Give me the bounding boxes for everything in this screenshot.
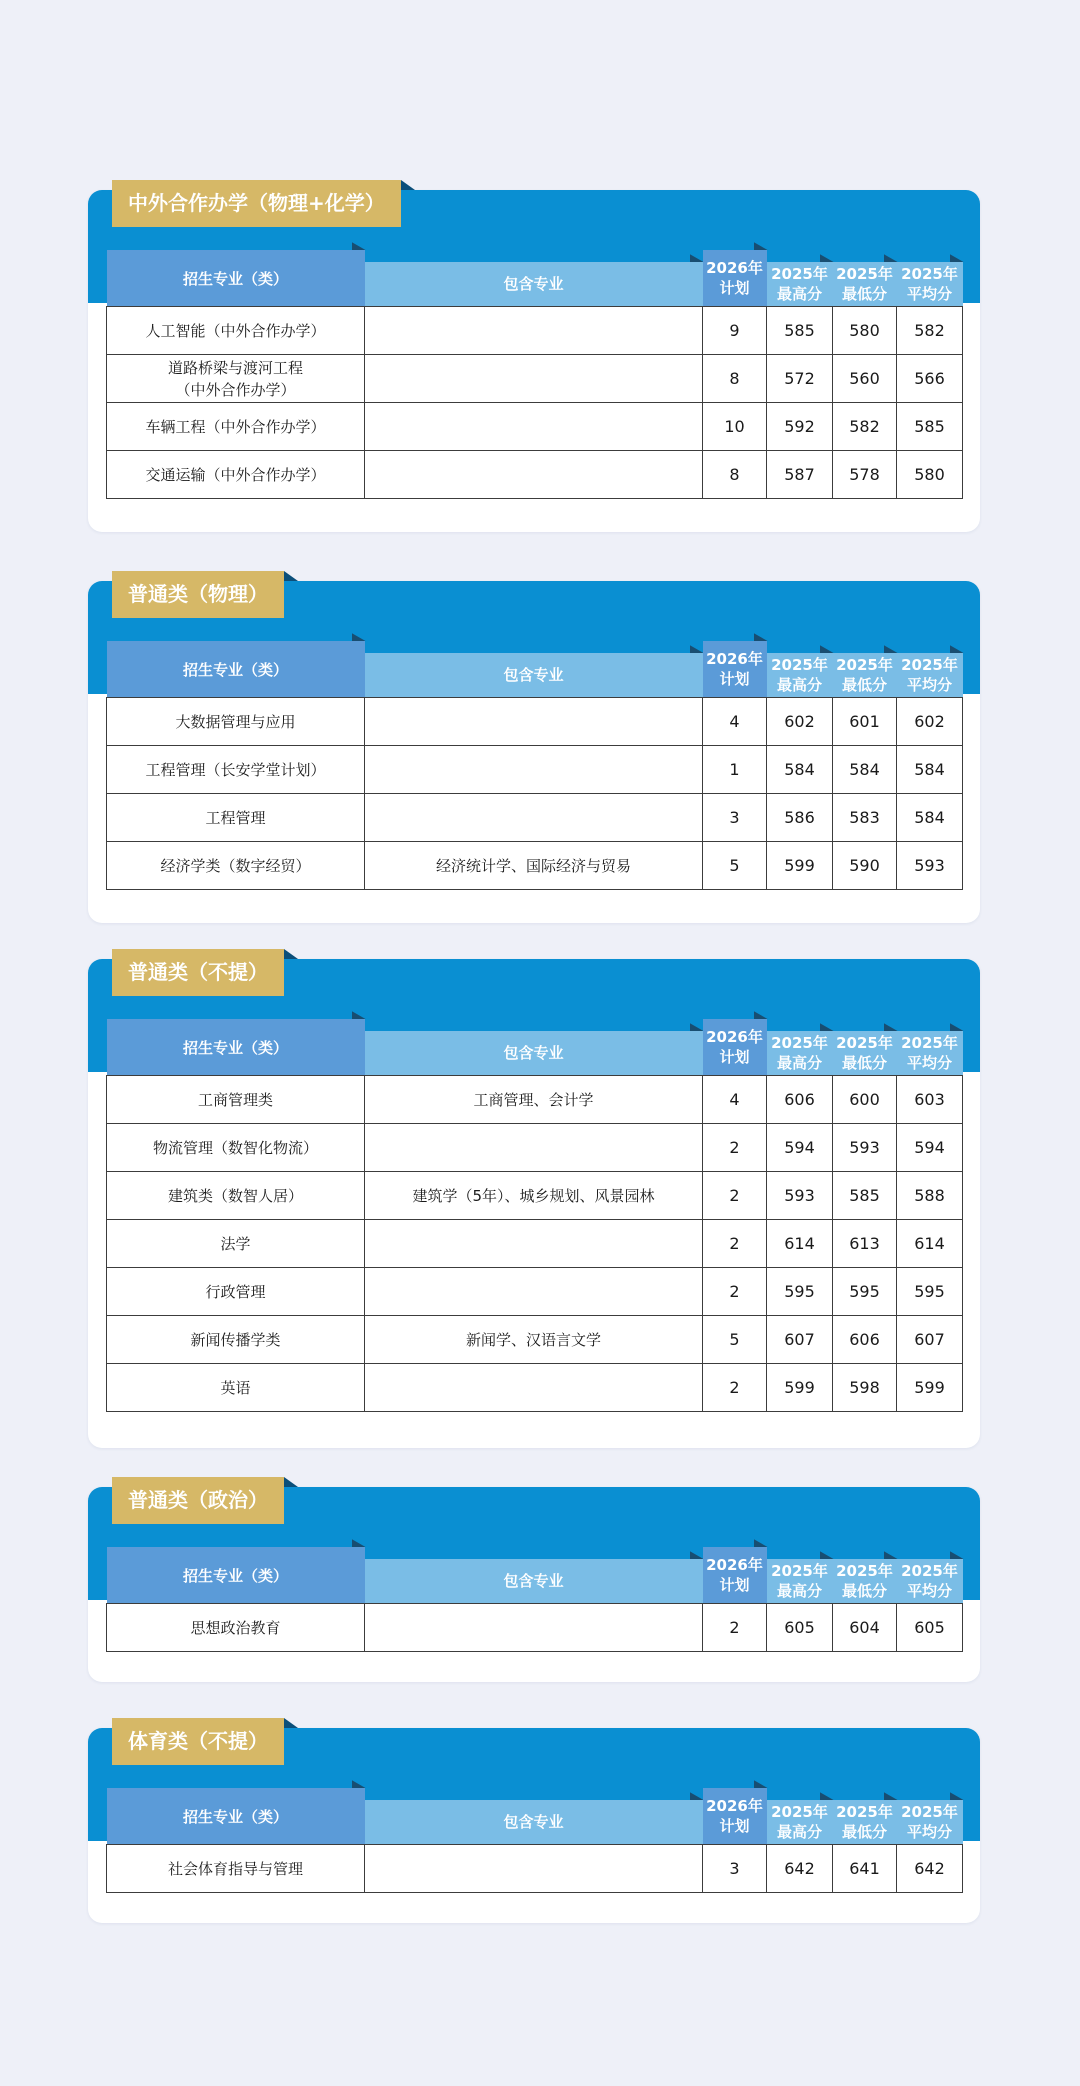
score-section	[88, 581, 980, 923]
max-score-cell: 605	[767, 1604, 833, 1652]
header-avg-kind: 平均分	[906, 1054, 952, 1072]
table-header-row	[107, 250, 963, 307]
major-cell: 大数据管理与应用	[107, 698, 365, 746]
header-avg-year: 2025年	[901, 1803, 958, 1821]
min-score-cell: 582	[833, 403, 897, 451]
header-major	[107, 641, 365, 698]
plan-cell: 2	[703, 1268, 767, 1316]
major-cell: 交通运输（中外合作办学）	[107, 451, 365, 499]
table-row	[107, 746, 963, 794]
avg-score-cell: 593	[897, 842, 963, 890]
header-included	[365, 250, 703, 307]
header-included-label: 包含专业	[365, 1800, 703, 1844]
major-cell: 英语	[107, 1364, 365, 1412]
min-score-cell: 580	[833, 307, 897, 355]
section-title: 普通类（政治）	[112, 1477, 284, 1524]
min-score-cell: 560	[833, 355, 897, 403]
score-table	[106, 250, 963, 499]
header-avg	[897, 1547, 963, 1604]
header-avg-year: 2025年	[901, 1034, 958, 1052]
avg-score-cell: 580	[897, 451, 963, 499]
avg-score-cell: 607	[897, 1316, 963, 1364]
plan-cell: 2	[703, 1604, 767, 1652]
plan-cell: 5	[703, 842, 767, 890]
included-cell: 新闻学、汉语言文学	[365, 1316, 703, 1364]
avg-score-cell: 584	[897, 746, 963, 794]
header-min-label	[833, 262, 897, 306]
header-included	[365, 1547, 703, 1604]
table-row	[107, 842, 963, 890]
header-plan	[703, 1788, 767, 1845]
header-major-label: 招生专业（类）	[107, 1019, 365, 1075]
header-max-label	[767, 1031, 833, 1075]
included-cell	[365, 403, 703, 451]
header-min-year: 2025年	[836, 656, 893, 674]
header-major	[107, 1547, 365, 1604]
max-score-cell: 572	[767, 355, 833, 403]
header-max-year: 2025年	[771, 656, 828, 674]
min-score-cell: 606	[833, 1316, 897, 1364]
header-avg	[897, 1019, 963, 1076]
major-cell: 物流管理（数智化物流）	[107, 1124, 365, 1172]
max-score-cell: 595	[767, 1268, 833, 1316]
max-score-cell: 585	[767, 307, 833, 355]
max-score-cell: 642	[767, 1845, 833, 1893]
header-min-kind: 最低分	[841, 285, 887, 303]
min-score-cell: 590	[833, 842, 897, 890]
included-cell: 经济统计学、国际经济与贸易	[365, 842, 703, 890]
min-score-cell: 601	[833, 698, 897, 746]
min-score-cell: 593	[833, 1124, 897, 1172]
table-row	[107, 451, 963, 499]
header-plan-label	[703, 1019, 767, 1075]
avg-score-cell: 602	[897, 698, 963, 746]
plan-cell: 2	[703, 1172, 767, 1220]
min-score-cell: 598	[833, 1364, 897, 1412]
plan-cell: 3	[703, 794, 767, 842]
included-cell	[365, 1364, 703, 1412]
min-score-cell: 578	[833, 451, 897, 499]
header-avg-year: 2025年	[901, 656, 958, 674]
major-cell: 经济学类（数字经贸）	[107, 842, 365, 890]
header-min-year: 2025年	[836, 265, 893, 283]
plan-cell: 5	[703, 1316, 767, 1364]
header-plan	[703, 1547, 767, 1604]
header-major	[107, 1019, 365, 1076]
plan-cell: 4	[703, 1076, 767, 1124]
header-avg-year: 2025年	[901, 265, 958, 283]
included-cell	[365, 698, 703, 746]
table-row	[107, 1604, 963, 1652]
min-score-cell: 600	[833, 1076, 897, 1124]
table-row	[107, 307, 963, 355]
included-cell	[365, 794, 703, 842]
plan-cell: 2	[703, 1124, 767, 1172]
header-avg	[897, 1788, 963, 1845]
section-title: 普通类（物理）	[112, 571, 284, 618]
header-max-kind: 最高分	[776, 1582, 822, 1600]
score-table	[106, 1788, 963, 1893]
included-cell	[365, 307, 703, 355]
table-row	[107, 698, 963, 746]
min-score-cell: 585	[833, 1172, 897, 1220]
header-major-label: 招生专业（类）	[107, 1547, 365, 1603]
plan-cell: 8	[703, 355, 767, 403]
major-cell: 人工智能（中外合作办学）	[107, 307, 365, 355]
major-cell: 新闻传播学类	[107, 1316, 365, 1364]
header-min-kind: 最低分	[841, 676, 887, 694]
major-cell: 工程管理	[107, 794, 365, 842]
score-section	[88, 959, 980, 1448]
header-max-label	[767, 653, 833, 697]
major-cell: 工商管理类	[107, 1076, 365, 1124]
header-max	[767, 1788, 833, 1845]
header-included	[365, 1788, 703, 1845]
header-plan	[703, 1019, 767, 1076]
header-min-label	[833, 1559, 897, 1603]
avg-score-cell: 585	[897, 403, 963, 451]
included-cell	[365, 1220, 703, 1268]
min-score-cell: 604	[833, 1604, 897, 1652]
min-score-cell: 595	[833, 1268, 897, 1316]
header-plan-kind: 计划	[719, 1048, 750, 1066]
header-max-label	[767, 262, 833, 306]
included-cell	[365, 746, 703, 794]
table-row	[107, 403, 963, 451]
table-header-row	[107, 641, 963, 698]
header-max	[767, 1019, 833, 1076]
plan-cell: 4	[703, 698, 767, 746]
max-score-cell: 592	[767, 403, 833, 451]
header-avg-label	[897, 1559, 963, 1603]
min-score-cell: 584	[833, 746, 897, 794]
max-score-cell: 614	[767, 1220, 833, 1268]
included-cell	[365, 1845, 703, 1893]
header-major	[107, 250, 365, 307]
table-header-row	[107, 1019, 963, 1076]
section-title: 普通类（不提）	[112, 949, 284, 996]
major-cell: 思想政治教育	[107, 1604, 365, 1652]
avg-score-cell: 588	[897, 1172, 963, 1220]
header-min-kind: 最低分	[841, 1054, 887, 1072]
major-cell: 工程管理（长安学堂计划）	[107, 746, 365, 794]
plan-cell: 10	[703, 403, 767, 451]
table-row	[107, 1316, 963, 1364]
score-table	[106, 1019, 963, 1412]
plan-cell: 9	[703, 307, 767, 355]
avg-score-cell: 599	[897, 1364, 963, 1412]
major-cell: 社会体育指导与管理	[107, 1845, 365, 1893]
major-cell: 车辆工程（中外合作办学）	[107, 403, 365, 451]
header-included	[365, 1019, 703, 1076]
avg-score-cell: 594	[897, 1124, 963, 1172]
header-plan-year: 2026年	[706, 1797, 763, 1815]
header-included-label: 包含专业	[365, 1031, 703, 1075]
avg-score-cell: 584	[897, 794, 963, 842]
header-max-kind: 最高分	[776, 285, 822, 303]
min-score-cell: 641	[833, 1845, 897, 1893]
header-max-kind: 最高分	[776, 1054, 822, 1072]
header-avg-label	[897, 1800, 963, 1844]
max-score-cell: 584	[767, 746, 833, 794]
included-cell	[365, 451, 703, 499]
avg-score-cell: 595	[897, 1268, 963, 1316]
table-row	[107, 1845, 963, 1893]
header-major-label: 招生专业（类）	[107, 250, 365, 306]
table-row	[107, 1172, 963, 1220]
table-row	[107, 1364, 963, 1412]
header-avg-kind: 平均分	[906, 1582, 952, 1600]
header-min	[833, 641, 897, 698]
avg-score-cell: 603	[897, 1076, 963, 1124]
header-plan-year: 2026年	[706, 1028, 763, 1046]
header-avg-label	[897, 1031, 963, 1075]
plan-cell: 2	[703, 1220, 767, 1268]
plan-cell: 8	[703, 451, 767, 499]
table-row	[107, 1220, 963, 1268]
header-max-kind: 最高分	[776, 676, 822, 694]
header-min-year: 2025年	[836, 1034, 893, 1052]
section-title: 中外合作办学（物理+化学）	[112, 180, 401, 227]
header-plan	[703, 641, 767, 698]
header-avg-year: 2025年	[901, 1562, 958, 1580]
avg-score-cell: 605	[897, 1604, 963, 1652]
major-cell: 行政管理	[107, 1268, 365, 1316]
avg-score-cell: 614	[897, 1220, 963, 1268]
included-cell	[365, 1268, 703, 1316]
max-score-cell: 607	[767, 1316, 833, 1364]
header-plan-year: 2026年	[706, 1556, 763, 1574]
header-plan-year: 2026年	[706, 650, 763, 668]
header-max-year: 2025年	[771, 1803, 828, 1821]
included-cell	[365, 1124, 703, 1172]
section-title: 体育类（不提）	[112, 1718, 284, 1765]
header-min-label	[833, 653, 897, 697]
header-included-label: 包含专业	[365, 1559, 703, 1603]
max-score-cell: 599	[767, 842, 833, 890]
header-plan-label	[703, 1788, 767, 1844]
table-row	[107, 1268, 963, 1316]
plan-cell: 2	[703, 1364, 767, 1412]
header-min-kind: 最低分	[841, 1823, 887, 1841]
header-max-label	[767, 1559, 833, 1603]
header-avg	[897, 641, 963, 698]
included-cell: 工商管理、会计学	[365, 1076, 703, 1124]
header-min-label	[833, 1800, 897, 1844]
header-major-label: 招生专业（类）	[107, 641, 365, 697]
avg-score-cell: 566	[897, 355, 963, 403]
header-major-label: 招生专业（类）	[107, 1788, 365, 1844]
score-table	[106, 641, 963, 890]
header-avg-label	[897, 262, 963, 306]
header-min-year: 2025年	[836, 1803, 893, 1821]
header-plan-label	[703, 250, 767, 306]
max-score-cell: 594	[767, 1124, 833, 1172]
table-row	[107, 794, 963, 842]
min-score-cell: 583	[833, 794, 897, 842]
score-section	[88, 1487, 980, 1682]
table-row	[107, 1076, 963, 1124]
header-avg-label	[897, 653, 963, 697]
header-min	[833, 1788, 897, 1845]
avg-score-cell: 582	[897, 307, 963, 355]
header-max	[767, 250, 833, 307]
included-cell	[365, 355, 703, 403]
header-plan-label	[703, 641, 767, 697]
header-max-label	[767, 1800, 833, 1844]
table-header-row	[107, 1547, 963, 1604]
table-row	[107, 1124, 963, 1172]
included-cell	[365, 1604, 703, 1652]
header-max-year: 2025年	[771, 1562, 828, 1580]
max-score-cell: 586	[767, 794, 833, 842]
header-min-label	[833, 1031, 897, 1075]
major-cell: 法学	[107, 1220, 365, 1268]
table-row	[107, 355, 963, 403]
header-plan-year: 2026年	[706, 259, 763, 277]
max-score-cell: 593	[767, 1172, 833, 1220]
header-plan-kind: 计划	[719, 1576, 750, 1594]
score-table	[106, 1547, 963, 1652]
score-section	[88, 1728, 980, 1923]
header-avg-kind: 平均分	[906, 676, 952, 694]
header-min	[833, 1019, 897, 1076]
header-max	[767, 1547, 833, 1604]
included-cell: 建筑学（5年）、城乡规划、风景园林	[365, 1172, 703, 1220]
major-cell: 道路桥梁与渡河工程 （中外合作办学）	[107, 355, 365, 403]
major-cell: 建筑类（数智人居）	[107, 1172, 365, 1220]
header-major	[107, 1788, 365, 1845]
min-score-cell: 613	[833, 1220, 897, 1268]
header-min-year: 2025年	[836, 1562, 893, 1580]
header-included	[365, 641, 703, 698]
header-included-label: 包含专业	[365, 262, 703, 306]
header-plan-label	[703, 1547, 767, 1603]
header-min	[833, 250, 897, 307]
plan-cell: 3	[703, 1845, 767, 1893]
table-header-row	[107, 1788, 963, 1845]
header-plan-kind: 计划	[719, 1817, 750, 1835]
header-included-label: 包含专业	[365, 653, 703, 697]
header-max-year: 2025年	[771, 1034, 828, 1052]
header-plan-kind: 计划	[719, 670, 750, 688]
max-score-cell: 606	[767, 1076, 833, 1124]
max-score-cell: 602	[767, 698, 833, 746]
max-score-cell: 587	[767, 451, 833, 499]
max-score-cell: 599	[767, 1364, 833, 1412]
header-avg	[897, 250, 963, 307]
header-min-kind: 最低分	[841, 1582, 887, 1600]
header-avg-kind: 平均分	[906, 1823, 952, 1841]
score-section	[88, 190, 980, 532]
header-min	[833, 1547, 897, 1604]
header-max-year: 2025年	[771, 265, 828, 283]
header-max	[767, 641, 833, 698]
avg-score-cell: 642	[897, 1845, 963, 1893]
header-plan	[703, 250, 767, 307]
header-avg-kind: 平均分	[906, 285, 952, 303]
header-max-kind: 最高分	[776, 1823, 822, 1841]
header-plan-kind: 计划	[719, 279, 750, 297]
plan-cell: 1	[703, 746, 767, 794]
